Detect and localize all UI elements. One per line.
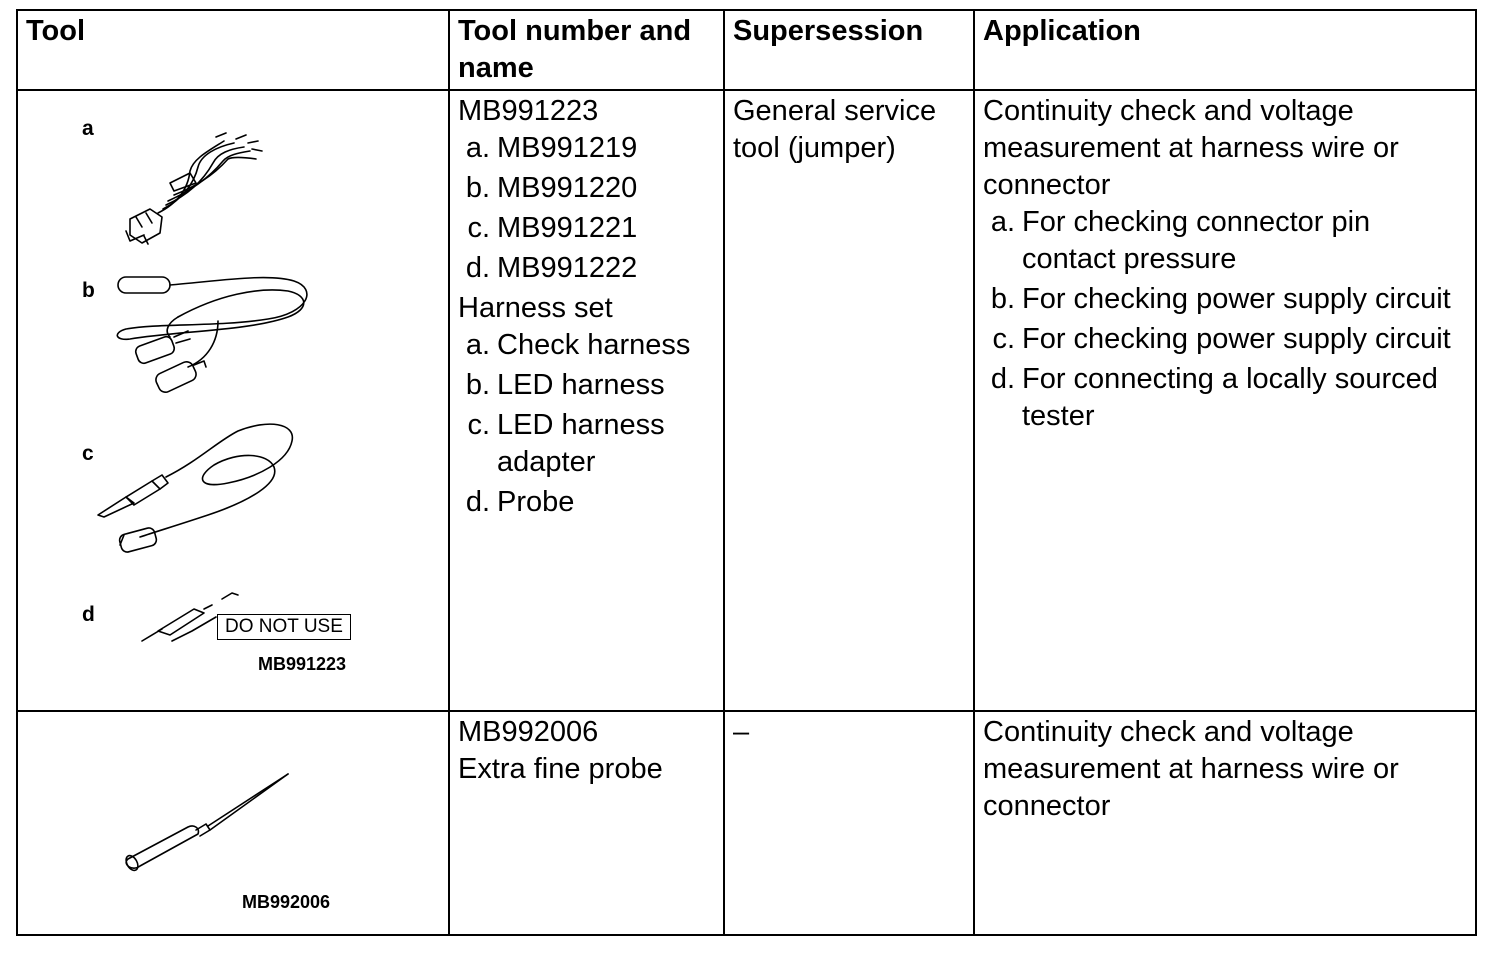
sub-application-list: [983, 204, 1467, 435]
figure-code: MB992006: [242, 892, 331, 912]
supersession-text: General service tool (jumper): [733, 95, 937, 164]
tool-number: MB991223: [458, 95, 599, 127]
list-item: d. For connecting a locally sourced tester: [990, 363, 1438, 432]
application-cell: [974, 90, 1476, 711]
tool-number: MB992006: [458, 716, 599, 748]
extra-fine-probe-illustration: [18, 712, 450, 936]
tool-figure-cell: [17, 90, 449, 711]
application-text: Continuity check and voltage measurement at harness wire or connector: [983, 95, 1399, 201]
list-item: c. LED harness adapter: [467, 409, 665, 478]
list-item: b. LED harness: [465, 369, 665, 401]
list-item: a. Check harness: [465, 329, 691, 361]
figure-label-c: c: [82, 442, 94, 465]
supersession-cell: [724, 90, 974, 711]
figure-label-a: a: [82, 117, 94, 140]
tool-name: Harness set: [458, 292, 613, 324]
table-row: [17, 90, 1476, 711]
header-tool-number-and-name: Tool number and name: [449, 10, 724, 90]
list-item: d. Probe: [465, 486, 575, 518]
sub-name-list: [458, 327, 715, 521]
tool-figure-cell: [17, 711, 449, 935]
tool-name: Extra fine probe: [458, 753, 663, 785]
application-cell: [974, 711, 1476, 935]
do-not-use-warning: DO NOT USE: [217, 614, 351, 640]
sub-number-list: [458, 130, 715, 287]
list-item: b. MB991220: [465, 172, 638, 204]
list-item: c. MB991221: [467, 212, 638, 244]
header-tool: Tool: [17, 10, 449, 90]
tool-number-and-name-cell: [449, 711, 724, 935]
tool-number-and-name-cell: [449, 90, 724, 711]
special-tools-table: [16, 9, 1477, 936]
figure-label-b: b: [82, 279, 95, 302]
table-row: [17, 711, 1476, 935]
supersession-text: –: [733, 716, 750, 748]
supersession-cell: [724, 711, 974, 935]
figure-label-d: d: [82, 603, 95, 626]
list-item: b. For checking power supply circuit: [990, 283, 1451, 315]
list-item: d. MB991222: [465, 252, 638, 284]
list-item: a. MB991219: [465, 132, 638, 164]
header-application: Application: [974, 10, 1476, 90]
header-row: [17, 10, 1476, 90]
application-text: Continuity check and voltage measurement at harness wire or connector: [983, 716, 1399, 822]
list-item: c. For checking power supply circuit: [992, 323, 1451, 355]
figure-code: MB991223: [258, 654, 347, 674]
list-item: a. For checking connector pin contact pressure: [990, 206, 1371, 275]
header-supersession: Supersession: [724, 10, 974, 90]
